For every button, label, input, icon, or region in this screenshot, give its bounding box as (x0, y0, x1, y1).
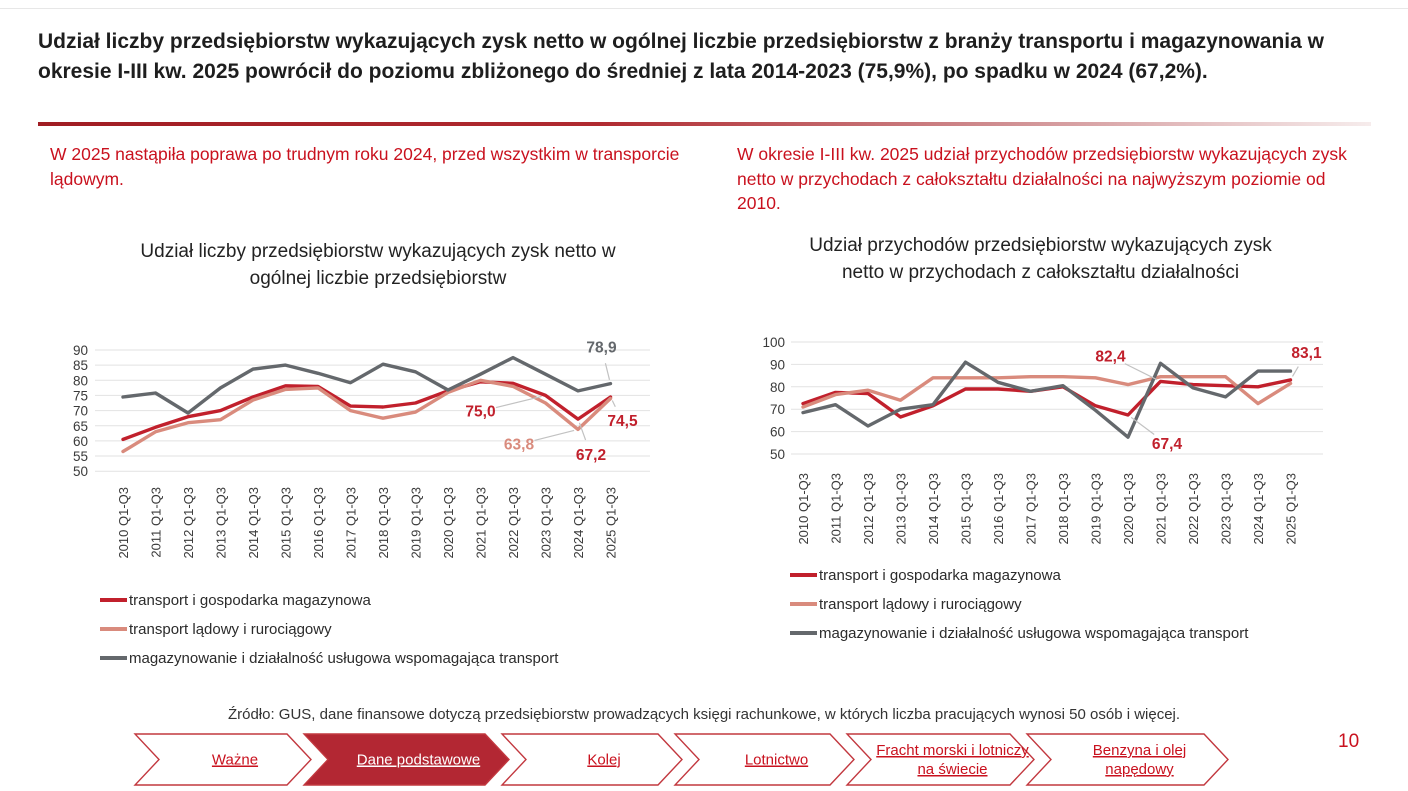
series-line-salmon (803, 377, 1291, 407)
x-tick-label: 2017 Q1-Q3 (1023, 473, 1039, 545)
data-label: 67,2 (575, 447, 607, 465)
legend-line-swatch (790, 602, 817, 606)
x-tick-label: 2020 Q1-Q3 (1121, 473, 1136, 545)
nav-item-kolej[interactable] (502, 734, 682, 785)
x-tick-label: 2015 Q1-Q3 (958, 473, 974, 545)
page-title: Udział liczby przedsiębiorstw wykazujących zysk netto w ogólnej liczbie przedsiębiorstw z branży transportu i magazynowania w okresie I-III kw. 2025 powrócił do poziomu zbliżonego do średniej z lata 2014-2023 (75,9%), po spadku w 2024 (67,2%). (38, 30, 1324, 83)
data-label: 74,5 (607, 413, 638, 430)
legend-item (790, 624, 1248, 642)
nav-label[interactable]: napędowy (1105, 761, 1174, 778)
data-label: 83,1 (1291, 344, 1322, 362)
y-tick-label: 50 (769, 447, 785, 462)
x-tick-label: 2023 Q1-Q3 (538, 487, 554, 559)
x-tick-label: 2024 Q1-Q3 (571, 487, 586, 559)
nav-item-fracht-morski-i-lotniczy[interactable] (847, 734, 1034, 785)
y-tick-label: 65 (72, 418, 88, 434)
x-tick-label: 2022 Q1-Q3 (1186, 473, 1201, 545)
highlight-right: W okresie I-III kw. 2025 udział przychodów przedsiębiorstw wykazujących zysk netto w przychodach z całokształtu działalności na najwyższym poziomie od 2010. (737, 144, 1347, 213)
x-axis-labels (116, 487, 619, 559)
section-navigation (128, 732, 1258, 788)
nav-label[interactable]: Lotnictwo (744, 751, 809, 769)
right-chart-title: Udział przychodów przedsiębiorstw wykazujących zysk netto w przychodach z całokształtu działalności (809, 235, 1272, 283)
annotation-leader (1293, 367, 1299, 377)
left-chart-title: Udział liczby przedsiębiorstw wykazujących zysk netto w ogólnej liczbie przedsiębiorstw (140, 241, 616, 289)
x-tick-label: 2016 Q1-Q3 (311, 487, 326, 559)
legend-line-swatch (100, 656, 127, 660)
nav-item-dane-podstawowe[interactable] (304, 734, 509, 785)
right-chart-legend (790, 566, 1248, 642)
x-tick-label: 2013 Q1-Q3 (213, 487, 229, 559)
annotation-leader (535, 430, 575, 440)
legend-label: transport i gospodarka magazynowa (819, 566, 1061, 584)
page-number: 10 (1338, 731, 1360, 752)
nav-item-ważne[interactable] (135, 734, 311, 785)
nav-label[interactable]: Dane podstawowe (356, 751, 481, 769)
legend-item (100, 620, 558, 638)
x-tick-label: 2018 Q1-Q3 (1056, 473, 1071, 545)
title-divider (38, 122, 1371, 126)
x-tick-label: 2011 Q1-Q3 (148, 487, 164, 558)
nav-label[interactable]: Kolej (587, 751, 621, 769)
highlight-left: W 2025 nastąpiła poprawa po trudnym roku 2024, przed wszystkim w transporcie lądowym. (50, 144, 680, 189)
legend-line-swatch (790, 631, 817, 635)
legend-label: transport lądowy i rurociągowy (129, 620, 332, 638)
x-tick-label: 2010 Q1-Q3 (116, 487, 131, 559)
nav-label[interactable]: na świecie (917, 761, 988, 778)
x-tick-label: 2014 Q1-Q3 (926, 473, 941, 545)
legend-line-swatch (790, 573, 817, 577)
y-tick-label: 60 (72, 433, 88, 449)
x-tick-label: 2016 Q1-Q3 (991, 473, 1006, 545)
legend-item (100, 649, 558, 667)
data-label: 75,0 (465, 403, 496, 421)
x-tick-label: 2013 Q1-Q3 (893, 473, 909, 545)
x-tick-label: 2024 Q1-Q3 (1251, 473, 1266, 545)
x-tick-label: 2012 Q1-Q3 (181, 487, 196, 559)
legend-item (790, 595, 1248, 613)
source-note: Źródło: GUS, dane finansowe dotyczą przedsiębiorstw prowadzących księgi rachunkowe, w których liczba pracujących wynosi 50 osób i więcej. (227, 706, 1181, 723)
y-axis-ticks (762, 335, 785, 462)
series-line-gray (123, 358, 611, 413)
data-label: 78,9 (586, 339, 617, 357)
data-label: 63,8 (503, 436, 535, 454)
nav-label[interactable]: Benzyna i olej (1092, 742, 1187, 759)
x-tick-label: 2018 Q1-Q3 (376, 487, 391, 559)
x-tick-label: 2025 Q1-Q3 (603, 487, 619, 559)
x-tick-label: 2019 Q1-Q3 (1088, 473, 1104, 545)
annotation-leader (605, 363, 609, 380)
legend-label: magazynowanie i działalność usługowa wspomagająca transport (819, 624, 1249, 642)
y-tick-label: 70 (72, 403, 88, 419)
data-label: 67,4 (1151, 436, 1183, 453)
legend-label: transport i gospodarka magazynowa (129, 591, 371, 609)
right-line-chart (745, 330, 1405, 570)
legend-label: transport lądowy i rurociągowy (819, 595, 1022, 613)
y-tick-label: 100 (762, 335, 785, 350)
x-tick-label: 2025 Q1-Q3 (1283, 473, 1299, 545)
y-tick-label: 60 (769, 424, 785, 440)
annotation-leader (612, 401, 615, 407)
nav-item-benzyna-i-olej[interactable] (1027, 734, 1228, 785)
x-tick-label: 2020 Q1-Q3 (441, 487, 456, 559)
top-hairline (0, 8, 1408, 9)
left-line-chart (58, 336, 718, 584)
annotation-leader (1125, 364, 1157, 380)
nav-label[interactable]: Ważne (211, 751, 259, 769)
x-tick-label: 2011 Q1-Q3 (828, 473, 844, 544)
y-tick-label: 55 (72, 449, 88, 464)
annotation-leader (496, 396, 542, 407)
legend-line-swatch (100, 627, 127, 631)
y-tick-label: 80 (72, 373, 88, 389)
x-tick-label: 2010 Q1-Q3 (796, 473, 811, 545)
y-tick-label: 50 (72, 464, 88, 480)
x-tick-label: 2015 Q1-Q3 (278, 487, 294, 559)
x-tick-label: 2012 Q1-Q3 (861, 473, 876, 545)
legend-item (790, 566, 1248, 584)
legend-line-swatch (100, 598, 127, 602)
nav-item-lotnictwo[interactable] (675, 734, 854, 785)
series-line-red (803, 380, 1291, 417)
y-tick-label: 75 (72, 388, 88, 404)
x-axis-labels (796, 473, 1299, 545)
nav-label[interactable]: Fracht morski i lotniczy (876, 742, 1029, 759)
x-tick-label: 2021 Q1-Q3 (473, 487, 489, 559)
x-tick-label: 2019 Q1-Q3 (408, 487, 424, 559)
x-tick-label: 2014 Q1-Q3 (246, 487, 261, 559)
y-tick-label: 90 (72, 343, 88, 358)
x-tick-label: 2022 Q1-Q3 (506, 487, 521, 559)
legend-label: magazynowanie i działalność usługowa wspomagająca transport (129, 649, 559, 667)
legend-item (100, 591, 558, 609)
x-tick-label: 2023 Q1-Q3 (1218, 473, 1234, 545)
x-tick-label: 2021 Q1-Q3 (1153, 473, 1169, 545)
y-tick-label: 90 (769, 357, 785, 373)
data-label: 82,4 (1095, 348, 1126, 366)
y-axis-ticks (73, 343, 88, 479)
x-tick-label: 2017 Q1-Q3 (343, 487, 359, 559)
gridlines (791, 342, 1323, 454)
y-tick-label: 80 (769, 379, 785, 395)
left-chart-legend (100, 591, 558, 667)
y-tick-label: 85 (72, 358, 88, 374)
y-tick-label: 70 (769, 402, 785, 418)
